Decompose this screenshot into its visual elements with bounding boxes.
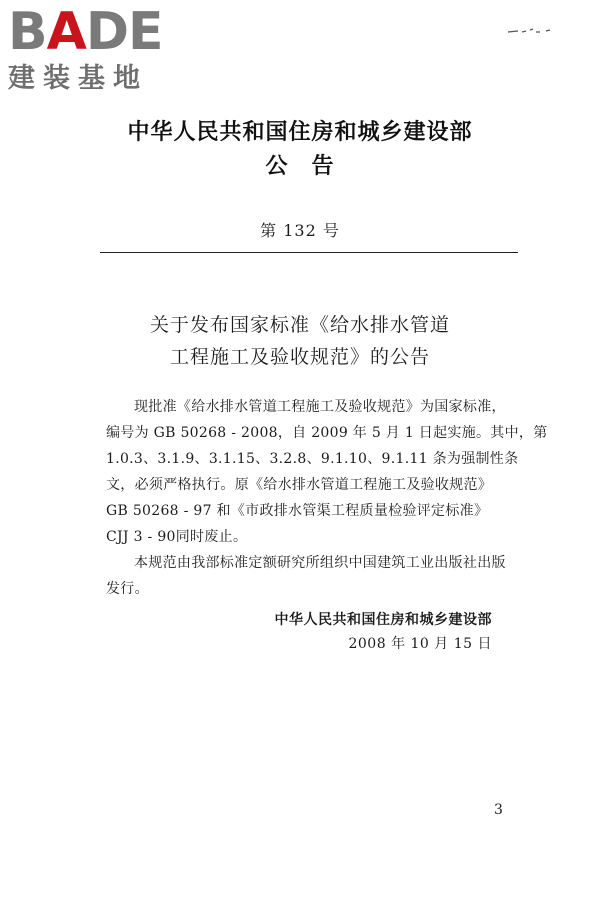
subject-line-2: 工程施工及验收规范》的公告 bbox=[169, 346, 430, 368]
logo-subtitle: 建装基地 bbox=[8, 63, 148, 94]
body-line-1: 现批准《给水排水管道工程施工及验收规范》为国家标准， bbox=[134, 399, 506, 415]
logo-letter-b: B bbox=[8, 2, 47, 62]
body-line-2: 编号为 GB 50268 - 2008，自 2009 年 5 月 1 日起实施。其中，第 bbox=[106, 425, 548, 441]
page-number: 3 bbox=[494, 802, 503, 818]
header-divider bbox=[100, 252, 518, 253]
notice-label: 公 告 bbox=[265, 154, 335, 179]
body-line-3: 1.0.3、3.1.9、3.1.15、3.2.8、9.1.10、9.1.11 条为强制性条 bbox=[106, 451, 519, 467]
logo-wordmark bbox=[8, 4, 163, 60]
logo-letters-de: DE bbox=[85, 2, 163, 62]
body-line-6: CJJ 3 - 90同时废止。 bbox=[106, 529, 248, 545]
bade-logo bbox=[8, 4, 178, 100]
notice-number: 第 132 号 bbox=[260, 221, 340, 240]
signature-organization: 中华人民共和国住房和城乡建设部 bbox=[274, 612, 492, 628]
logo-letter-a: A bbox=[46, 2, 86, 62]
ministry-title: 中华人民共和国住房和城乡建设部 bbox=[127, 120, 473, 145]
body-line-4: 文，必须严格执行。原《给水排水管道工程施工及验收规范》 bbox=[106, 477, 493, 493]
body-line-8: 发行。 bbox=[106, 581, 149, 597]
signature-date: 2008 年 10 月 15 日 bbox=[348, 636, 492, 652]
body-line-7: 本规范由我部标准定额研究所组织中国建筑工业出版社出版 bbox=[134, 555, 506, 571]
subject-line-1: 关于发布国家标准《给水排水管道 bbox=[149, 314, 450, 336]
scan-marks bbox=[506, 26, 556, 36]
body-line-5: GB 50268 - 97 和《市政排水管渠工程质量检验评定标准》 bbox=[106, 503, 489, 519]
